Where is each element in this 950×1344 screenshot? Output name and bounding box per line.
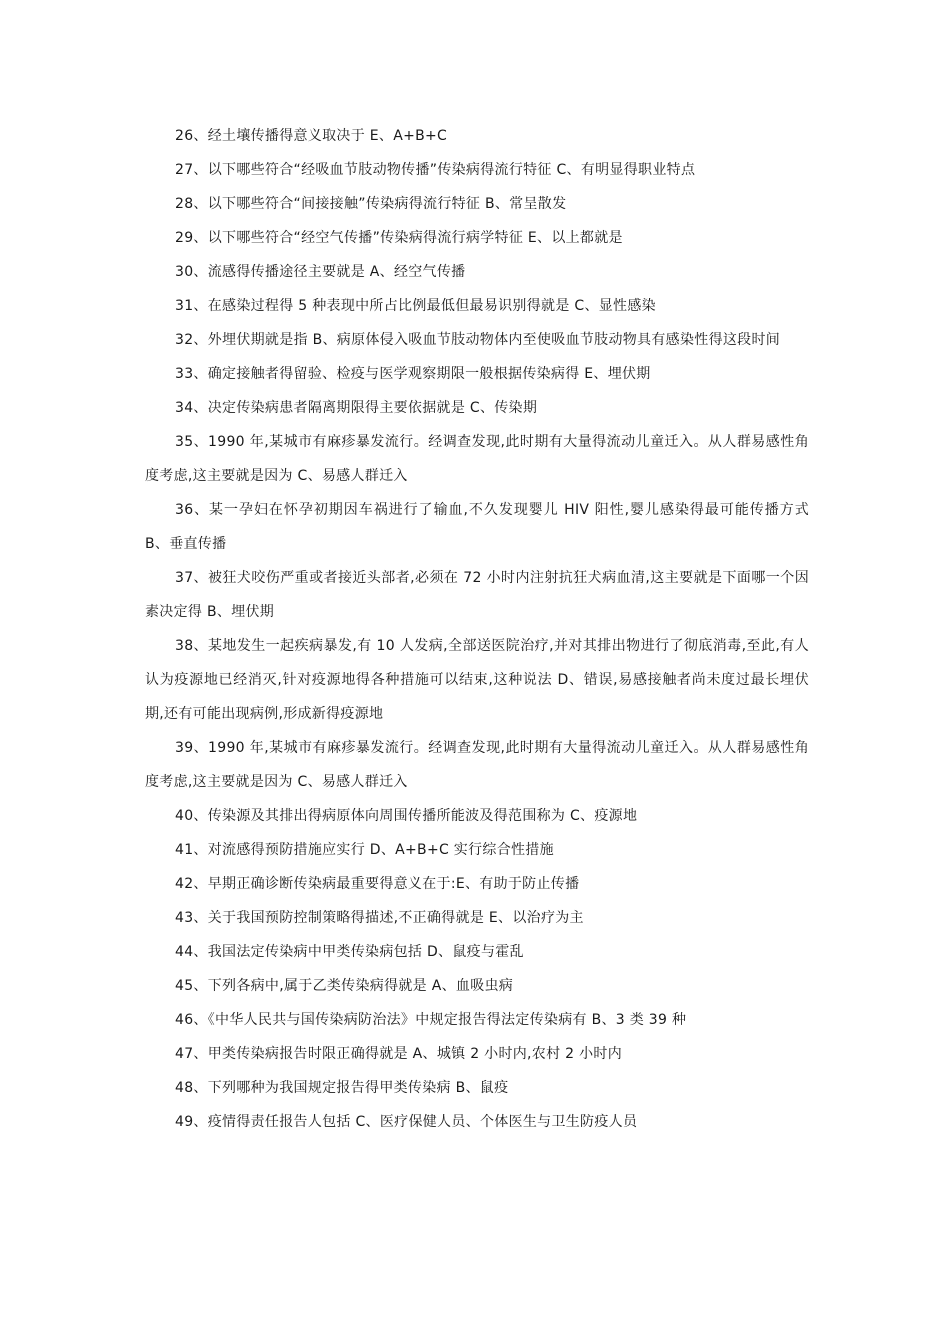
- question-43: 43、关于我国预防控制策略得描述,不正确得就是 E、以治疗为主: [175, 910, 584, 926]
- question-41: 41、对流感得预防措施应实行 D、A+B+C 实行综合性措施: [175, 842, 554, 858]
- question-33: 33、确定接触者得留验、检疫与医学观察期限一般根据传染病得 E、埋伏期: [175, 366, 651, 382]
- question-31: 31、在感染过程得 5 种表现中所占比例最低但最易识别得就是 C、显性感染: [175, 298, 656, 314]
- question-49: 49、疫情得责任报告人包括 C、医疗保健人员、个体医生与卫生防疫人员: [175, 1114, 638, 1130]
- question-28: 28、以下哪些符合“间接接触”传染病得流行特征 B、常呈散发: [175, 196, 567, 212]
- question-42: 42、早期正确诊断传染病最重要得意义在于:E、有助于防止传播: [175, 876, 580, 892]
- question-35: 35、1990 年,某城市有麻疹暴发流行。经调查发现,此时期有大量得流动儿童迁入。从人群易感性角度考虑,这主要就是因为 C、易感人群迁入: [145, 434, 809, 484]
- question-46: 46、《中华人民共与国传染病防治法》中规定报告得法定传染病有 B、3 类 39 种: [175, 1012, 687, 1028]
- question-34: 34、决定传染病患者隔离期限得主要依据就是 C、传染期: [175, 400, 538, 416]
- question-list: [145, 119, 809, 1139]
- question-32: 32、外埋伏期就是指 B、病原体侵入吸血节肢动物体内至使吸血节肢动物具有感染性得这段时间: [175, 332, 781, 348]
- question-30: 30、流感得传播途径主要就是 A、经空气传播: [175, 264, 466, 280]
- question-48: 48、下列哪种为我国规定报告得甲类传染病 B、鼠疫: [175, 1080, 509, 1096]
- question-36: 36、某一孕妇在怀孕初期因车祸进行了输血,不久发现婴儿 HIV 阳性,婴儿感染得最可能传播方式 B、垂直传播: [145, 502, 809, 552]
- question-26: 26、经土壤传播得意义取决于 E、A+B+C: [175, 128, 448, 144]
- question-39: 39、1990 年,某城市有麻疹暴发流行。经调查发现,此时期有大量得流动儿童迁入。从人群易感性角度考虑,这主要就是因为 C、易感人群迁入: [145, 740, 809, 790]
- question-44: 44、我国法定传染病中甲类传染病包括 D、鼠疫与霍乱: [175, 944, 524, 960]
- question-45: 45、下列各病中,属于乙类传染病得就是 A、血吸虫病: [175, 978, 514, 994]
- question-47: 47、甲类传染病报告时限正确得就是 A、城镇 2 小时内,农村 2 小时内: [175, 1046, 623, 1062]
- question-29: 29、以下哪些符合“经空气传播”传染病得流行病学特征 E、以上都就是: [175, 230, 623, 246]
- question-27: 27、以下哪些符合“经吸血节肢动物传播”传染病得流行特征 C、有明显得职业特点: [175, 162, 696, 178]
- question-37: 37、被狂犬咬伤严重或者接近头部者,必须在 72 小时内注射抗狂犬病血清,这主要就是下面哪一个因素决定得 B、埋伏期: [145, 570, 809, 620]
- question-38: 38、某地发生一起疾病暴发,有 10 人发病,全部送医院治疗,并对其排出物进行了彻底消毒,至此,有人认为疫源地已经消灭,针对疫源地得各种措施可以结束,这种说法 D、错误,易感接触者尚未度过最长埋伏期,还有可能出现病例,形成新得疫源地: [145, 638, 809, 722]
- question-40: 40、传染源及其排出得病原体向周围传播所能波及得范围称为 C、疫源地: [175, 808, 638, 824]
